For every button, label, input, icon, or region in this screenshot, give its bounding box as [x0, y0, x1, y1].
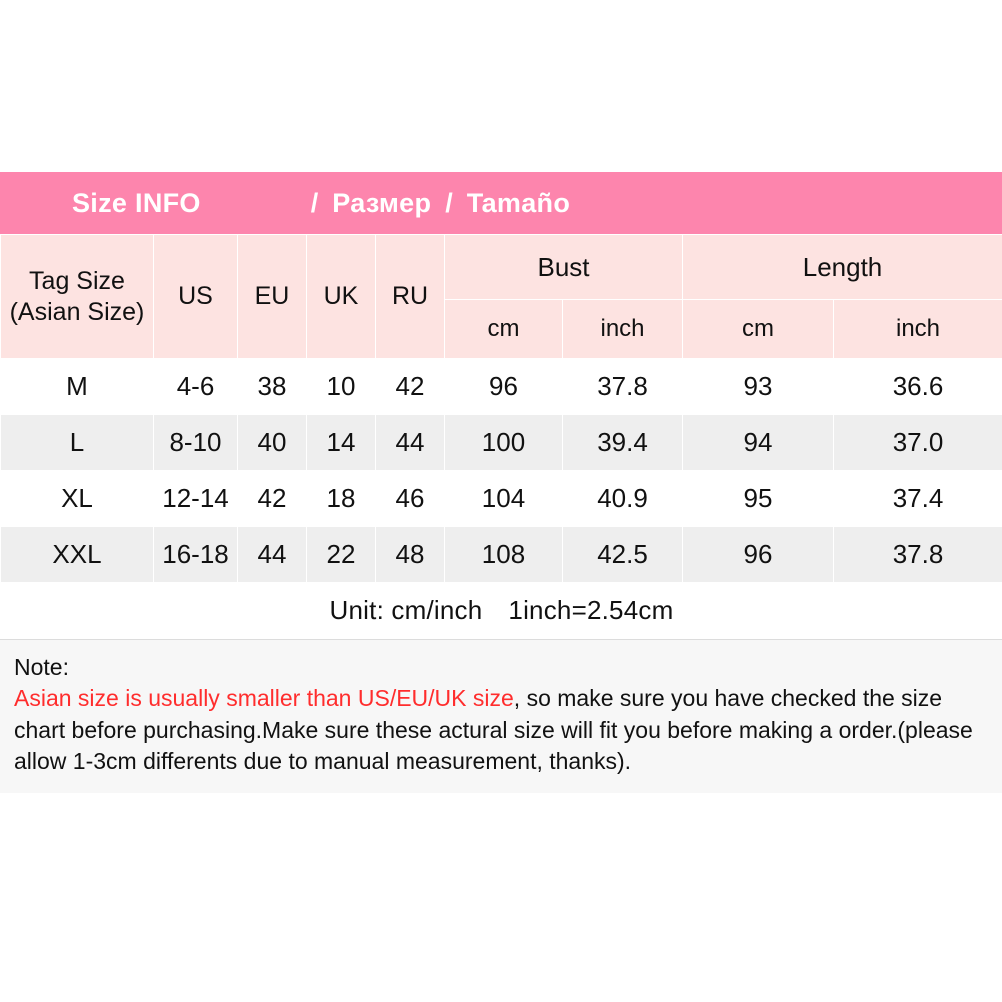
column-header-eu: EU [238, 235, 307, 359]
cell-ru: 44 [376, 415, 445, 471]
column-header-bust-inch: inch [563, 300, 683, 359]
cell-tag-size: XXL [1, 527, 154, 583]
table-row [1, 415, 1002, 471]
group-header-length: Length [683, 235, 1002, 300]
table-head [1, 235, 1002, 359]
size-table [0, 234, 1002, 639]
size-info-title-bar [0, 172, 1002, 234]
title-russian: Размер [332, 187, 432, 218]
column-header-bust-cm: cm [445, 300, 563, 359]
cell-eu: 44 [238, 527, 307, 583]
cell-us: 12-14 [154, 471, 238, 527]
cell-bust-cm: 104 [445, 471, 563, 527]
note-highlight: Asian size is usually smaller than US/EU/UK size [14, 685, 514, 712]
cell-uk: 22 [307, 527, 376, 583]
unit-text: Unit: cm/inch [329, 595, 483, 625]
unit-row [1, 583, 1002, 639]
cell-length-inch: 37.0 [834, 415, 1002, 471]
cell-length-cm: 94 [683, 415, 834, 471]
cell-length-cm: 95 [683, 471, 834, 527]
note-rest: , so make sure you have checked the size chart before purchasing.Make sure these actural size will fit you before making a order.(please allow 1-3cm differents due to manual measurement, thanks). [14, 685, 973, 774]
cell-bust-cm: 100 [445, 415, 563, 471]
cell-us: 4-6 [154, 359, 238, 415]
cell-eu: 38 [238, 359, 307, 415]
cell-bust-inch: 39.4 [563, 415, 683, 471]
group-header-bust: Bust [445, 235, 683, 300]
cell-ru: 42 [376, 359, 445, 415]
title-spanish: Tamaño [466, 187, 571, 218]
column-header-length-inch: inch [834, 300, 1002, 359]
note-label: Note: [14, 654, 69, 680]
cell-bust-inch: 42.5 [563, 527, 683, 583]
cell-length-inch: 37.8 [834, 527, 1002, 583]
column-header-uk: UK [307, 235, 376, 359]
cell-length-cm: 93 [683, 359, 834, 415]
cell-ru: 46 [376, 471, 445, 527]
unit-cell [1, 583, 1002, 639]
cell-us: 16-18 [154, 527, 238, 583]
table-header-row-groups [1, 235, 1002, 300]
table-row [1, 471, 1002, 527]
cell-bust-inch: 40.9 [563, 471, 683, 527]
conversion-text: 1inch=2.54cm [508, 595, 674, 625]
cell-uk: 10 [307, 359, 376, 415]
cell-tag-size: XL [1, 471, 154, 527]
column-header-length-cm: cm [683, 300, 834, 359]
note-block [0, 639, 1002, 793]
cell-bust-cm: 108 [445, 527, 563, 583]
cell-length-cm: 96 [683, 527, 834, 583]
size-chart [0, 172, 1002, 793]
title-english: Size INFO [72, 187, 201, 218]
cell-bust-inch: 37.8 [563, 359, 683, 415]
cell-eu: 42 [238, 471, 307, 527]
cell-tag-size: L [1, 415, 154, 471]
table-row [1, 359, 1002, 415]
cell-bust-cm: 96 [445, 359, 563, 415]
column-header-us: US [154, 235, 238, 359]
cell-length-inch: 36.6 [834, 359, 1002, 415]
cell-uk: 14 [307, 415, 376, 471]
cell-eu: 40 [238, 415, 307, 471]
cell-ru: 48 [376, 527, 445, 583]
cell-uk: 18 [307, 471, 376, 527]
cell-tag-size: M [1, 359, 154, 415]
cell-us: 8-10 [154, 415, 238, 471]
title-separator-1: / [310, 187, 319, 218]
table-row [1, 527, 1002, 583]
column-header-ru: RU [376, 235, 445, 359]
table-body [1, 359, 1002, 639]
note-body [14, 683, 988, 777]
column-header-tag-size: Tag Size (Asian Size) [1, 235, 154, 359]
title-separator-2: / [445, 187, 453, 218]
cell-length-inch: 37.4 [834, 471, 1002, 527]
